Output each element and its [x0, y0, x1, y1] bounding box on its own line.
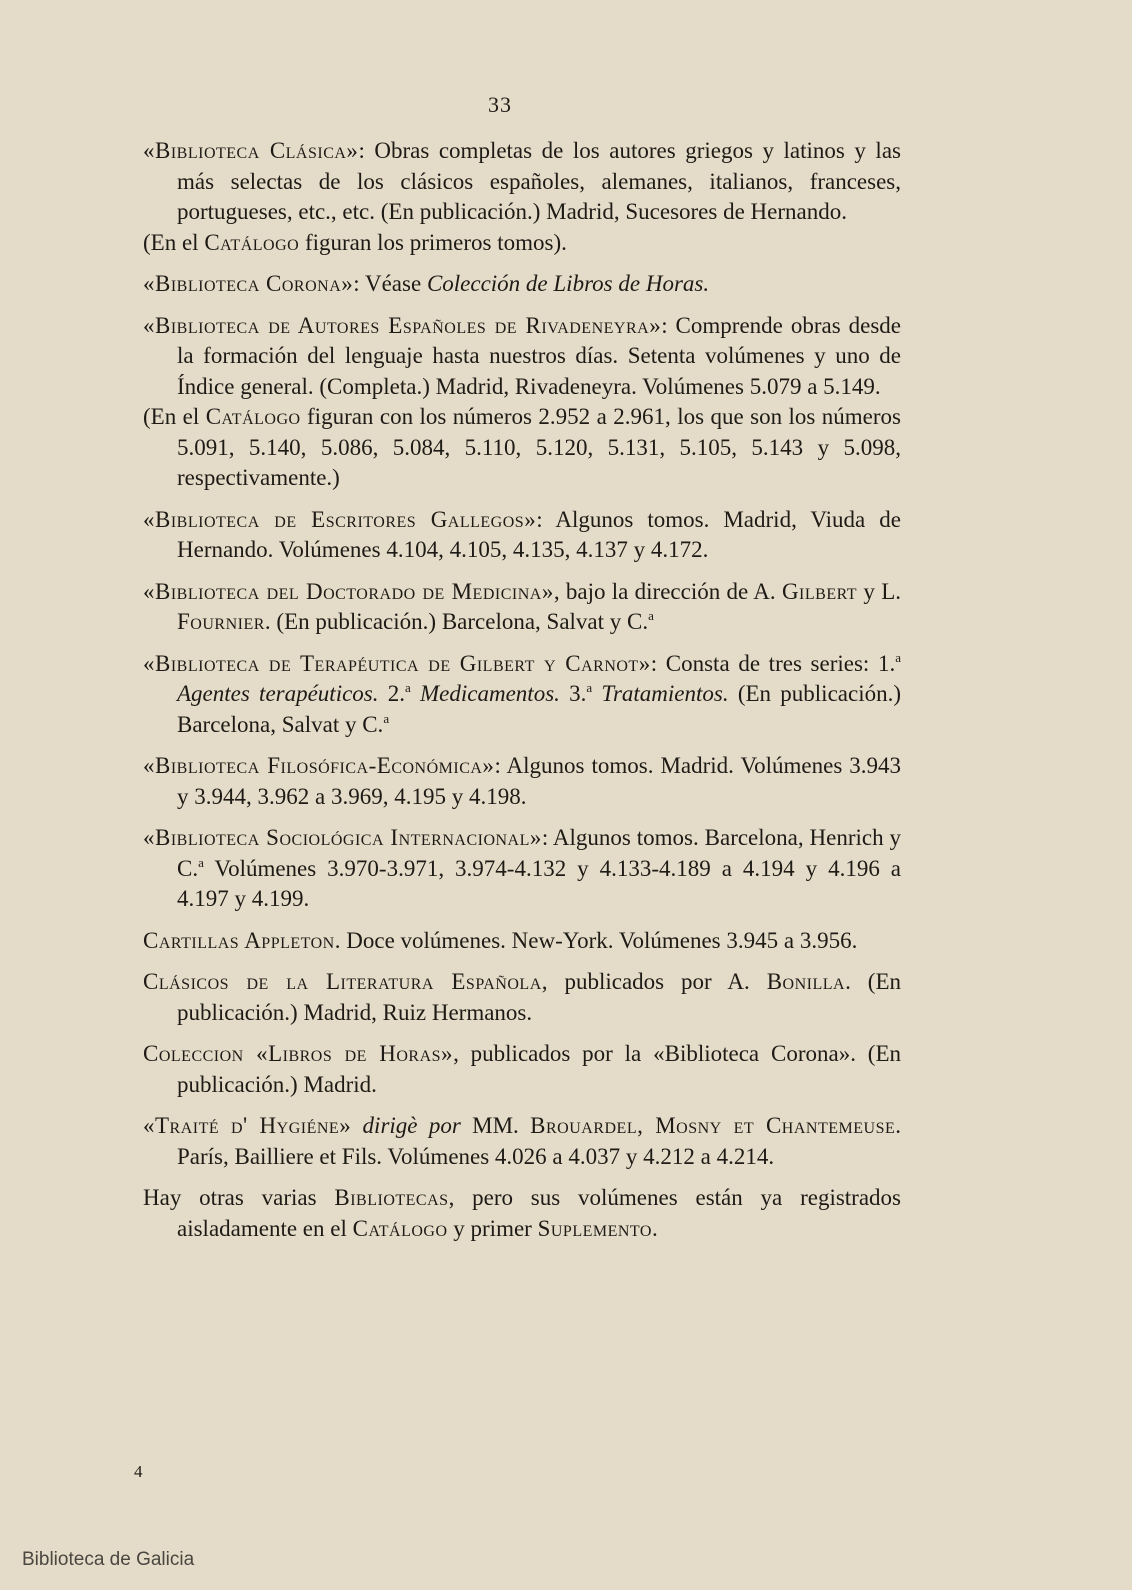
entry-text: . [651, 1215, 658, 1241]
entry-text: : Algunos tomos. Madrid, Viuda de Hernando. Volúmenes 4.104, 4.105, 4.135, 4.137 y 4.172. [177, 506, 902, 562]
note-text: figuran los primeros tomos). [299, 229, 567, 255]
note-catalogo: Catálogo [204, 229, 300, 255]
series-title: Medicamentos. [410, 681, 560, 706]
entry-title: «Biblioteca Clásica» [143, 138, 359, 163]
note-text: figuran con los números 2.952 a 2.961, los que son los números 5.091, 5.140, 5.086, 5.084, 5.110, 5.120, 5.131, 5.105, 5.143 y 5.098, respectivamente.) [177, 404, 901, 490]
signature-mark: 4 [134, 1462, 143, 1481]
note-text: (En el [143, 229, 205, 255]
superscript: a [405, 680, 411, 695]
entry-terapeutica [143, 649, 901, 741]
superscript: a [198, 854, 204, 870]
entry-title: Clásicos de la Literatura Española [143, 969, 542, 994]
entry-biblioteca-corona [143, 269, 901, 300]
entry-traite-hygiene [143, 1111, 901, 1172]
entry-text: : Consta de tres series: 1. [650, 650, 896, 676]
entry-title: «Biblioteca Filosófica-Económica» [143, 753, 495, 778]
closing-remark [143, 1183, 901, 1244]
entry-title: «Biblioteca Sociológica Internacional» [143, 825, 542, 850]
entry-text: : Obras completas de los autores griegos y latinos y las más selectas de los clásicos españoles, alemanes, italianos, franceses, portugueses, etc., etc. (En publicación.) Madrid, Sucesores de Hernando. [177, 138, 901, 224]
library-footer: Biblioteca de Galicia [22, 1549, 195, 1570]
entry-text: , publicados por la «Biblioteca Corona». (En publicación.) Madrid. [177, 1041, 901, 1097]
entry-text: y L. [857, 578, 901, 604]
entry-note [143, 228, 901, 259]
entry-text: . París, Bailliere et Fils. Volúmenes 4.026 a 4.037 y 4.212 a 4.214. [177, 1113, 901, 1169]
note-text: (En el [143, 404, 206, 429]
entry-text: , publicados por A. [541, 969, 767, 994]
entry-title: Coleccion «Libros de Horas» [143, 1041, 454, 1066]
entry-title: «Biblioteca del Doctorado de Medicina» [143, 578, 554, 604]
sc-word: Catálogo [352, 1215, 448, 1241]
entry-biblioteca-rivadeneyra [143, 311, 901, 403]
entry-text: : Algunos tomos. Madrid. Volúmenes 3.943 y 3.944, 3.962 a 3.969, 4.195 y 4.198. [177, 753, 901, 809]
entry-clasicos-literatura [143, 967, 901, 1028]
entry-text: Volúmenes 3.970-3.971, 3.974-4.132 y 4.133-4.189 a 4.194 y 4.196 a 4.197 y 4.199. [177, 855, 901, 911]
superscript: a [648, 608, 654, 623]
page-number: 33 [488, 92, 512, 117]
superscript: a [895, 649, 901, 665]
entry-italic: Colección de Libros de Horas. [426, 271, 710, 296]
entry-filosofica-economica [143, 751, 901, 812]
entry-text: : Comprende obras desde la formación del lenguaje hasta nuestros días. Setenta volúmenes y uno de Índice general. (Completa.) Madrid, Rivadeneyra. Volúmenes 5.079 a 5.149. [177, 312, 901, 399]
entry-text: y primer [447, 1215, 538, 1241]
author-names: Brouardel, Mosny et Chantemeuse [530, 1113, 896, 1138]
entry-text: , pero sus volúmenes están ya registrados aisladamente en el [177, 1185, 901, 1241]
entry-text: MM. [460, 1113, 531, 1138]
author-name: Bonilla [766, 969, 846, 994]
superscript: a [383, 710, 390, 726]
entry-text: Hay otras varias [143, 1185, 335, 1210]
sc-word: Suplemento [537, 1215, 652, 1241]
entry-title: «Biblioteca de Escritores Gallegos» [143, 506, 537, 532]
entry-cartillas-appleton [143, 926, 901, 957]
entry-title: «Traité d' Hygiéne» [143, 1113, 352, 1138]
entry-text: 2. [378, 681, 405, 706]
entry-text: : Véase [353, 271, 427, 296]
author-name: Fournier [177, 609, 265, 634]
entry-text: . (En publicación.) Madrid, Ruiz Hermanos. [177, 969, 901, 1025]
entry-biblioteca-clasica [143, 136, 901, 228]
entry-text: (En publicación.) Barcelona, Salvat y C. [177, 681, 901, 737]
entry-text: , bajo la dirección de A. [553, 578, 782, 604]
entry-text: 3. [559, 681, 587, 706]
entry-note [143, 402, 901, 494]
entry-text: . Doce volúmenes. New-York. Volúmenes 3.945 a 3.956. [334, 927, 858, 953]
entry-sociologica-internacional [143, 823, 901, 915]
note-catalogo: Catálogo [205, 404, 301, 429]
entry-escritores-gallegos [143, 505, 901, 566]
entry-title: «Biblioteca de Terapéutica de Gilbert y Carnot» [143, 650, 651, 676]
series-title: Agentes terapéuticos. [177, 681, 379, 706]
entry-italic: dirigè por [351, 1113, 461, 1138]
superscript: a [586, 680, 593, 695]
entry-title: «Biblioteca Corona» [143, 271, 354, 296]
entry-doctorado-medicina [143, 577, 901, 638]
entry-title: Cartillas Appleton [143, 927, 335, 953]
series-title: Tratamientos. [592, 681, 729, 706]
entry-text: . (En publicación.) Barcelona, Salvat y C. [264, 609, 649, 634]
entry-text: : Algunos tomos. Barcelona, Henrich y C. [177, 825, 901, 881]
entry-libros-de-horas [143, 1039, 901, 1100]
entry-title: «Biblioteca de Autores Españoles de Rivadeneyra» [143, 312, 662, 338]
author-name: Gilbert [781, 578, 858, 604]
page-content [143, 136, 901, 1255]
sc-word: Bibliotecas [334, 1185, 449, 1210]
